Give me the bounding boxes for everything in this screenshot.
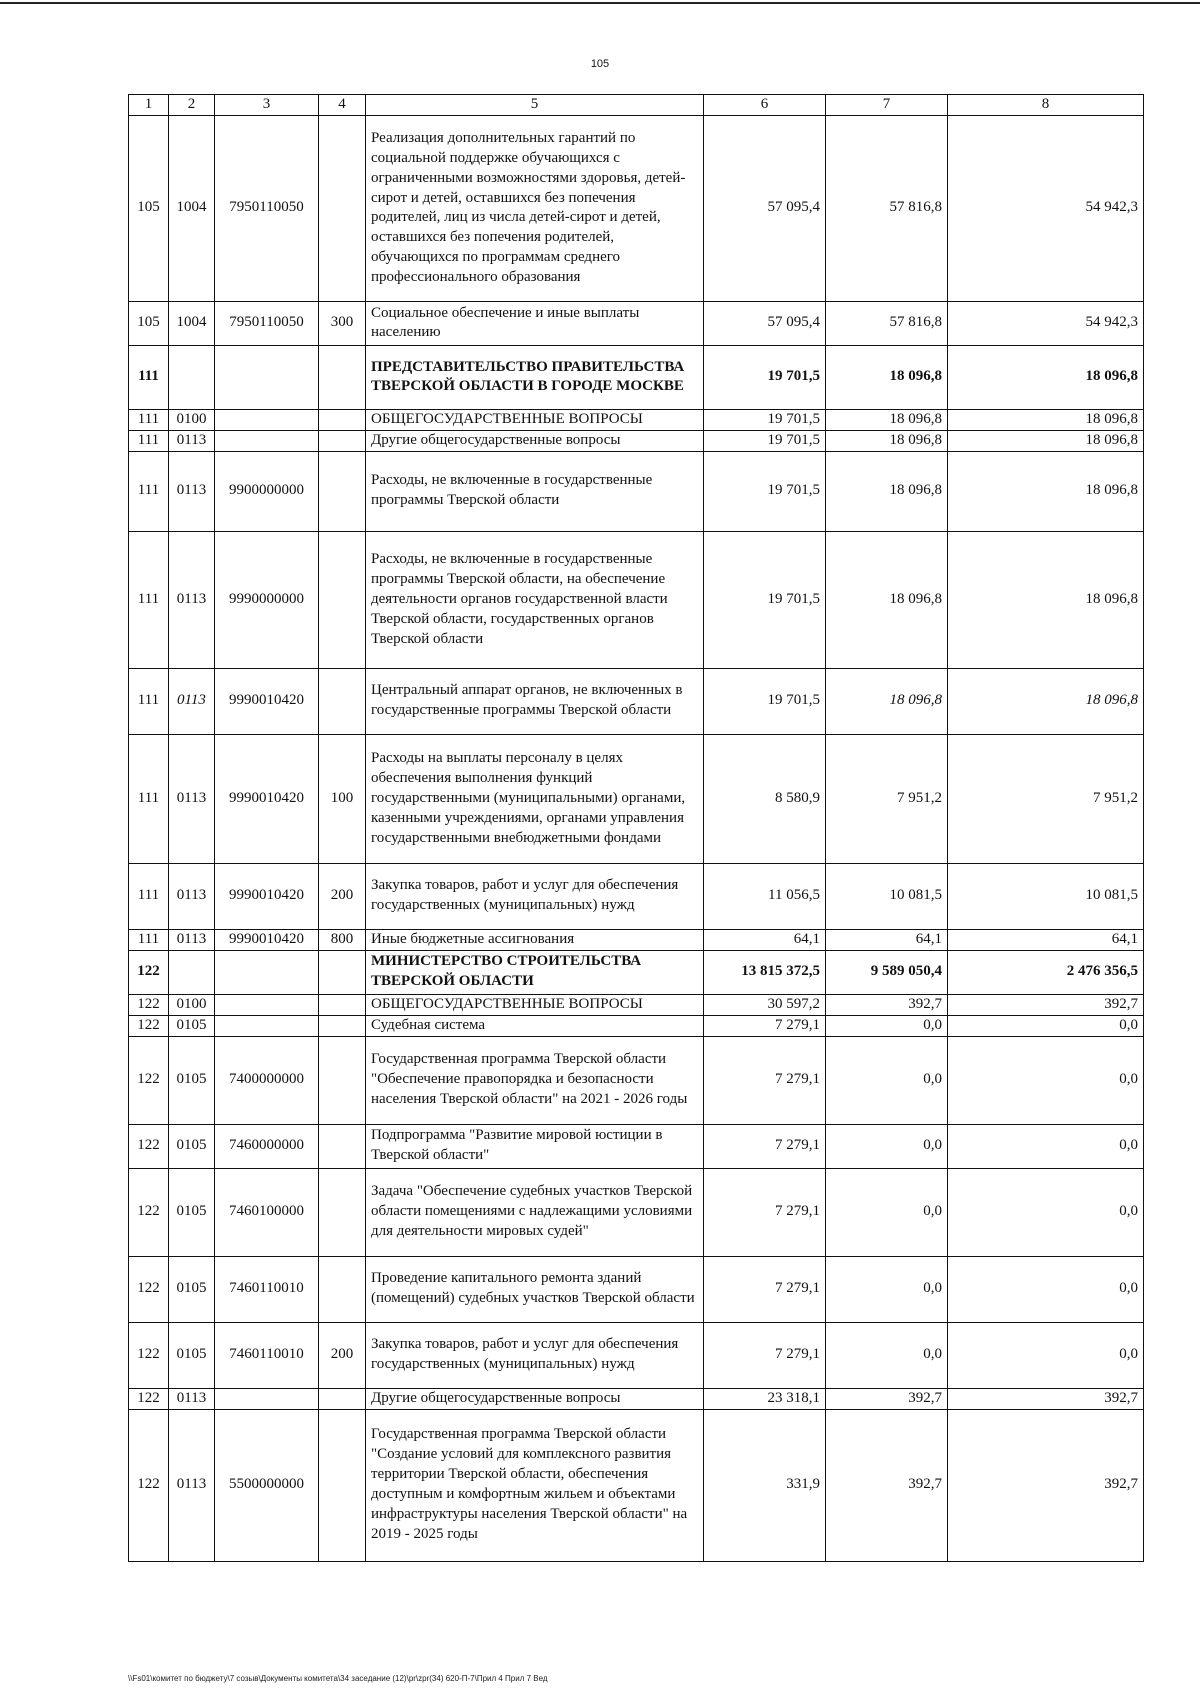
cell-section-code: 1004 — [169, 301, 215, 345]
cell-amount-2: 0,0 — [826, 1015, 948, 1036]
cell-amount-3: 18 096,8 — [948, 668, 1144, 734]
cell-expense-type — [319, 409, 366, 430]
cell-section-code: 0105 — [169, 1124, 215, 1168]
cell-description: Другие общегосударственные вопросы — [366, 430, 704, 451]
cell-amount-2: 392,7 — [826, 1409, 948, 1561]
cell-ministry-code: 111 — [129, 734, 169, 863]
table-row — [129, 301, 1144, 345]
cell-description: Расходы, не включенные в государственные программы Тверской области, на обеспечение деятельности органов государственной власти Тверской области, государственных органов Тверской области — [366, 531, 704, 668]
cell-target-code: 7460110010 — [215, 1322, 319, 1388]
cell-ministry-code: 122 — [129, 950, 169, 994]
table-row — [129, 734, 1144, 863]
cell-amount-1: 7 279,1 — [704, 1322, 826, 1388]
cell-amount-1: 13 815 372,5 — [704, 950, 826, 994]
cell-amount-3: 7 951,2 — [948, 734, 1144, 863]
table-header-row — [129, 95, 1144, 116]
table-row — [129, 1015, 1144, 1036]
cell-amount-2: 0,0 — [826, 1124, 948, 1168]
cell-ministry-code: 111 — [129, 863, 169, 929]
cell-section-code — [169, 345, 215, 409]
cell-ministry-code: 111 — [129, 451, 169, 531]
cell-section-code: 0105 — [169, 1015, 215, 1036]
cell-section-code: 0105 — [169, 1322, 215, 1388]
cell-expense-type — [319, 1168, 366, 1256]
cell-amount-3: 0,0 — [948, 1036, 1144, 1124]
cell-ministry-code: 111 — [129, 531, 169, 668]
cell-target-code: 9990000000 — [215, 531, 319, 668]
cell-expense-type — [319, 531, 366, 668]
cell-target-code — [215, 345, 319, 409]
cell-ministry-code: 111 — [129, 345, 169, 409]
cell-amount-1: 7 279,1 — [704, 1256, 826, 1322]
cell-amount-3: 18 096,8 — [948, 345, 1144, 409]
cell-section-code: 0113 — [169, 531, 215, 668]
cell-description: Подпрограмма "Развитие мировой юстиции в Тверской области" — [366, 1124, 704, 1168]
cell-description: Реализация дополнительных гарантий по социальной поддержке обучающихся с ограниченными возможностями здоровья, детей-сирот и детей, оставшихся без попечения родителей, лиц из числа детей-сирот и детей, оставшихся без попечения родителей, обучающихся по программам среднего профессионального образования — [366, 115, 704, 301]
cell-amount-2: 0,0 — [826, 1036, 948, 1124]
cell-target-code — [215, 1015, 319, 1036]
cell-amount-1: 57 095,4 — [704, 301, 826, 345]
cell-section-code: 0105 — [169, 1256, 215, 1322]
cell-amount-2: 0,0 — [826, 1168, 948, 1256]
cell-section-code: 0105 — [169, 1036, 215, 1124]
cell-target-code — [215, 994, 319, 1015]
cell-description: Проведение капитального ремонта зданий (помещений) судебных участков Тверской области — [366, 1256, 704, 1322]
cell-amount-1: 19 701,5 — [704, 668, 826, 734]
cell-section-code: 0105 — [169, 1168, 215, 1256]
cell-description: Закупка товаров, работ и услуг для обеспечения государственных (муниципальных) нужд — [366, 863, 704, 929]
cell-ministry-code: 111 — [129, 668, 169, 734]
cell-amount-3: 0,0 — [948, 1124, 1144, 1168]
cell-ministry-code: 122 — [129, 994, 169, 1015]
cell-target-code: 9990010420 — [215, 734, 319, 863]
table-row — [129, 115, 1144, 301]
cell-target-code: 5500000000 — [215, 1409, 319, 1561]
cell-amount-3: 18 096,8 — [948, 409, 1144, 430]
cell-description: Задача "Обеспечение судебных участков Тверской области помещениями с надлежащими условиями для деятельности мировых судей" — [366, 1168, 704, 1256]
table-row — [129, 430, 1144, 451]
column-number: 2 — [169, 95, 215, 116]
cell-target-code — [215, 1388, 319, 1409]
cell-description: Центральный аппарат органов, не включенных в государственные программы Тверской области — [366, 668, 704, 734]
cell-target-code: 7460110010 — [215, 1256, 319, 1322]
cell-ministry-code: 122 — [129, 1168, 169, 1256]
cell-section-code: 0113 — [169, 430, 215, 451]
cell-section-code: 0113 — [169, 668, 215, 734]
cell-section-code: 0113 — [169, 451, 215, 531]
column-number: 1 — [129, 95, 169, 116]
table-row — [129, 451, 1144, 531]
cell-target-code — [215, 430, 319, 451]
cell-amount-3: 10 081,5 — [948, 863, 1144, 929]
cell-amount-2: 7 951,2 — [826, 734, 948, 863]
column-number: 3 — [215, 95, 319, 116]
cell-section-code: 0113 — [169, 863, 215, 929]
cell-amount-2: 57 816,8 — [826, 115, 948, 301]
cell-expense-type: 200 — [319, 863, 366, 929]
cell-description: МИНИСТЕРСТВО СТРОИТЕЛЬСТВА ТВЕРСКОЙ ОБЛАСТИ — [366, 950, 704, 994]
table-row — [129, 668, 1144, 734]
cell-ministry-code: 122 — [129, 1388, 169, 1409]
cell-amount-1: 23 318,1 — [704, 1388, 826, 1409]
file-path-footer: \\Fs01\комитет по бюджету\7 созыв\Документы комитета\34 заседание (12)\pr\zpr(34) 620-П-7\Прил 4 Прил 7 Вед — [128, 1674, 548, 1683]
cell-description: Государственная программа Тверской области "Создание условий для комплексного развития территории Тверской области, обеспечения доступным и комфортным жильем и объектами инфраструктуры населения Тверской области" на 2019 - 2025 годы — [366, 1409, 704, 1561]
cell-expense-type — [319, 668, 366, 734]
cell-amount-1: 19 701,5 — [704, 345, 826, 409]
table-row — [129, 1124, 1144, 1168]
cell-amount-1: 19 701,5 — [704, 430, 826, 451]
column-number: 4 — [319, 95, 366, 116]
column-number: 7 — [826, 95, 948, 116]
cell-ministry-code: 111 — [129, 409, 169, 430]
table-row — [129, 409, 1144, 430]
cell-expense-type — [319, 1388, 366, 1409]
cell-section-code: 0113 — [169, 1409, 215, 1561]
cell-description: Закупка товаров, работ и услуг для обеспечения государственных (муниципальных) нужд — [366, 1322, 704, 1388]
cell-amount-1: 331,9 — [704, 1409, 826, 1561]
cell-expense-type — [319, 451, 366, 531]
budget-table — [128, 94, 1144, 1562]
cell-expense-type — [319, 1256, 366, 1322]
cell-description: Расходы, не включенные в государственные программы Тверской области — [366, 451, 704, 531]
cell-section-code: 0113 — [169, 929, 215, 950]
column-number: 8 — [948, 95, 1144, 116]
cell-expense-type — [319, 950, 366, 994]
cell-ministry-code: 122 — [129, 1124, 169, 1168]
cell-target-code: 9990010420 — [215, 668, 319, 734]
cell-amount-3: 64,1 — [948, 929, 1144, 950]
table-row — [129, 1322, 1144, 1388]
cell-amount-3: 54 942,3 — [948, 301, 1144, 345]
cell-amount-2: 392,7 — [826, 1388, 948, 1409]
cell-amount-1: 11 056,5 — [704, 863, 826, 929]
cell-amount-1: 7 279,1 — [704, 1036, 826, 1124]
cell-ministry-code: 122 — [129, 1036, 169, 1124]
cell-expense-type — [319, 1036, 366, 1124]
cell-description: Социальное обеспечение и иные выплаты населению — [366, 301, 704, 345]
cell-expense-type — [319, 994, 366, 1015]
cell-amount-2: 10 081,5 — [826, 863, 948, 929]
cell-amount-2: 18 096,8 — [826, 345, 948, 409]
column-number: 6 — [704, 95, 826, 116]
cell-target-code: 7460100000 — [215, 1168, 319, 1256]
cell-ministry-code: 122 — [129, 1256, 169, 1322]
cell-amount-2: 9 589 050,4 — [826, 950, 948, 994]
table-row — [129, 950, 1144, 994]
cell-expense-type — [319, 1015, 366, 1036]
cell-amount-2: 18 096,8 — [826, 531, 948, 668]
cell-amount-3: 392,7 — [948, 1388, 1144, 1409]
cell-amount-1: 7 279,1 — [704, 1124, 826, 1168]
column-number: 5 — [366, 95, 704, 116]
table-row — [129, 863, 1144, 929]
cell-amount-2: 18 096,8 — [826, 668, 948, 734]
cell-amount-1: 30 597,2 — [704, 994, 826, 1015]
cell-target-code: 7950110050 — [215, 301, 319, 345]
cell-description: Иные бюджетные ассигнования — [366, 929, 704, 950]
cell-expense-type — [319, 115, 366, 301]
cell-amount-1: 19 701,5 — [704, 409, 826, 430]
cell-amount-3: 18 096,8 — [948, 531, 1144, 668]
cell-amount-3: 0,0 — [948, 1015, 1144, 1036]
cell-target-code — [215, 950, 319, 994]
cell-amount-2: 18 096,8 — [826, 409, 948, 430]
cell-ministry-code: 111 — [129, 430, 169, 451]
cell-description: Другие общегосударственные вопросы — [366, 1388, 704, 1409]
cell-amount-2: 64,1 — [826, 929, 948, 950]
cell-amount-1: 7 279,1 — [704, 1015, 826, 1036]
cell-amount-3: 18 096,8 — [948, 430, 1144, 451]
cell-amount-2: 18 096,8 — [826, 430, 948, 451]
cell-amount-2: 0,0 — [826, 1322, 948, 1388]
cell-amount-1: 57 095,4 — [704, 115, 826, 301]
cell-amount-1: 19 701,5 — [704, 451, 826, 531]
cell-amount-3: 54 942,3 — [948, 115, 1144, 301]
cell-amount-1: 19 701,5 — [704, 531, 826, 668]
cell-description: Расходы на выплаты персоналу в целях обеспечения выполнения функций государственными (муниципальными) органами, казенными учреждениями, органами управления государственными внебюджетными фондами — [366, 734, 704, 863]
cell-amount-2: 392,7 — [826, 994, 948, 1015]
cell-description: Государственная программа Тверской области "Обеспечение правопорядка и безопасности населения Тверской области" на 2021 - 2026 годы — [366, 1036, 704, 1124]
cell-description: ОБЩЕГОСУДАРСТВЕННЫЕ ВОПРОСЫ — [366, 409, 704, 430]
table-row — [129, 1036, 1144, 1124]
cell-section-code: 0100 — [169, 409, 215, 430]
cell-ministry-code: 111 — [129, 929, 169, 950]
cell-target-code: 9990010420 — [215, 929, 319, 950]
table-row — [129, 1168, 1144, 1256]
cell-amount-2: 18 096,8 — [826, 451, 948, 531]
cell-ministry-code: 122 — [129, 1409, 169, 1561]
table-row — [129, 345, 1144, 409]
page-number: 105 — [590, 58, 610, 70]
cell-amount-1: 64,1 — [704, 929, 826, 950]
cell-amount-3: 392,7 — [948, 994, 1144, 1015]
cell-amount-1: 7 279,1 — [704, 1168, 826, 1256]
cell-expense-type — [319, 1124, 366, 1168]
cell-target-code: 7460000000 — [215, 1124, 319, 1168]
cell-section-code: 0113 — [169, 1388, 215, 1409]
cell-amount-3: 392,7 — [948, 1409, 1144, 1561]
cell-target-code: 9990010420 — [215, 863, 319, 929]
cell-expense-type — [319, 430, 366, 451]
cell-ministry-code: 105 — [129, 301, 169, 345]
cell-description: ПРЕДСТАВИТЕЛЬСТВО ПРАВИТЕЛЬСТВА ТВЕРСКОЙ ОБЛАСТИ В ГОРОДЕ МОСКВЕ — [366, 345, 704, 409]
cell-description: Судебная система — [366, 1015, 704, 1036]
cell-amount-3: 18 096,8 — [948, 451, 1144, 531]
cell-amount-3: 2 476 356,5 — [948, 950, 1144, 994]
cell-expense-type: 800 — [319, 929, 366, 950]
cell-amount-2: 0,0 — [826, 1256, 948, 1322]
cell-expense-type — [319, 1409, 366, 1561]
cell-amount-3: 0,0 — [948, 1322, 1144, 1388]
cell-section-code: 0100 — [169, 994, 215, 1015]
cell-amount-1: 8 580,9 — [704, 734, 826, 863]
table-row — [129, 994, 1144, 1015]
table-row — [129, 531, 1144, 668]
cell-amount-3: 0,0 — [948, 1256, 1144, 1322]
table-row — [129, 1388, 1144, 1409]
cell-target-code: 7950110050 — [215, 115, 319, 301]
cell-expense-type — [319, 345, 366, 409]
cell-expense-type: 200 — [319, 1322, 366, 1388]
table-row — [129, 929, 1144, 950]
cell-amount-3: 0,0 — [948, 1168, 1144, 1256]
cell-ministry-code: 105 — [129, 115, 169, 301]
cell-amount-2: 57 816,8 — [826, 301, 948, 345]
cell-section-code: 1004 — [169, 115, 215, 301]
table-row — [129, 1409, 1144, 1561]
cell-target-code: 9900000000 — [215, 451, 319, 531]
cell-expense-type: 100 — [319, 734, 366, 863]
cell-ministry-code: 122 — [129, 1015, 169, 1036]
cell-expense-type: 300 — [319, 301, 366, 345]
cell-section-code: 0113 — [169, 734, 215, 863]
cell-target-code — [215, 409, 319, 430]
top-rule — [0, 2, 1200, 4]
cell-target-code: 7400000000 — [215, 1036, 319, 1124]
cell-description: ОБЩЕГОСУДАРСТВЕННЫЕ ВОПРОСЫ — [366, 994, 704, 1015]
cell-ministry-code: 122 — [129, 1322, 169, 1388]
cell-section-code — [169, 950, 215, 994]
table-row — [129, 1256, 1144, 1322]
